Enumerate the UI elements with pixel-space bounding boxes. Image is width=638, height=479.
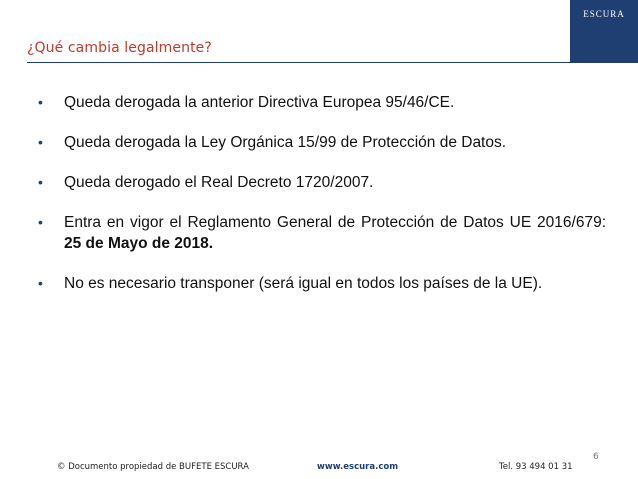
footer-website-link[interactable]: www.escura.com [317,462,399,472]
bullet-list [38,92,606,313]
footer-phone: Tel. 93 494 01 31 [499,462,573,472]
bullet-text: Queda derogado el Real Decreto 1720/2007. [64,174,374,191]
bullet-marker: • [38,214,43,230]
bullet-text: No es necesario transponer (será igual en todos los países de la UE). [64,275,543,292]
bullet-marker: • [38,94,43,110]
title-divider [27,62,638,63]
escura-logo [570,0,638,62]
bullet-bold-date: 25 de Mayo de 2018. [64,235,214,252]
bullet-text: Queda derogada la Ley Orgánica 15/99 de Protección de Datos. [64,134,507,151]
bullet-item [38,172,606,193]
bullet-item [38,92,606,113]
bullet-text: Queda derogada la anterior Directiva Europea 95/46/CE. [64,94,455,111]
bullet-text: Entra en vigor el Reglamento General de Protección de Datos UE 2016/679: [64,214,606,231]
bullet-marker: • [38,134,43,150]
bullet-item [38,132,606,153]
page-title: ¿Qué cambia legalmente? [27,40,212,56]
page-number: 6 [593,452,599,462]
footer-copyright: © Documento propiedad de BUFETE ESCURA [57,462,249,472]
bullet-item [38,273,606,294]
bullet-marker: • [38,174,43,190]
bullet-item [38,212,606,254]
logo-text: ESCURA [583,9,625,19]
bullet-marker: • [38,275,43,291]
